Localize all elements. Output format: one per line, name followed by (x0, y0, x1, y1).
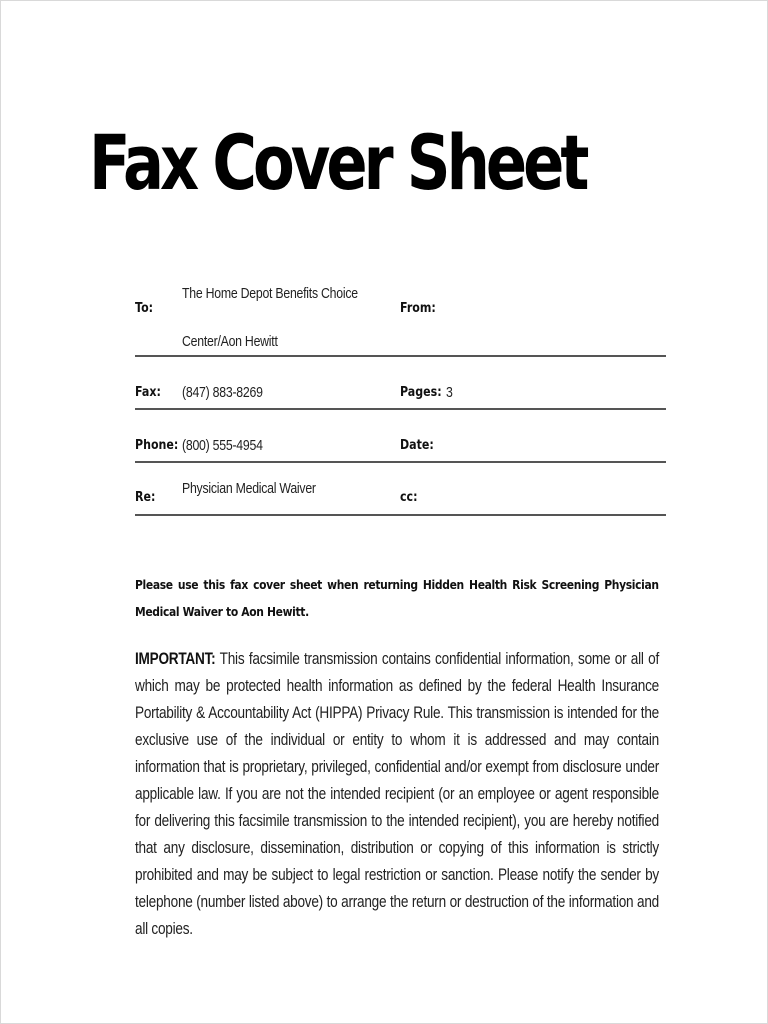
to-label: To: (135, 301, 154, 316)
divider (135, 461, 666, 463)
fax-label: Fax: (135, 385, 161, 400)
from-label: From: (400, 301, 436, 316)
important-text: This facsimile transmission contains confidential information, some or all of which may be protected health information as defined by the federal Health Insurance Portability & Accountability Act (HIPPA) Privacy Rule. This transmission is intended for the exclusive use of the individual or entity to whom it is addressed and may contain information that is proprietary, privileged, confidential and/or exempt from disclosure under applicable law. If you are not the intended recipient (or an employee or agent responsible for delivering this facsimile transmission to the intended recipient), you are hereby notified that any disclosure, dissemination, distribution or copying of this information is strictly prohibited and may be subject to legal restriction or sanction. Please notify the sender by telephone (number listed above) to arrange the return or destruction of the information and all copies. (135, 649, 659, 938)
page-title: Fax Cover Sheet (89, 118, 586, 207)
re-value: Physician Medical Waiver (182, 480, 316, 497)
pages-label: Pages: (400, 385, 442, 400)
divider (135, 408, 666, 410)
re-label: Re: (135, 490, 156, 505)
phone-label: Phone: (135, 438, 179, 453)
date-label: Date: (400, 438, 434, 453)
divider (135, 355, 666, 357)
cc-label: cc: (400, 490, 418, 505)
pages-value: 3 (446, 384, 453, 401)
phone-value: (800) 555-4954 (182, 437, 263, 454)
instruction-paragraph (135, 571, 659, 625)
important-label: IMPORTANT: (135, 649, 216, 668)
instruction-text: Please use this fax cover sheet when returning Hidden Health Risk Screening Physician Medical Waiver to Aon Hewitt. (135, 577, 659, 619)
divider (135, 514, 666, 516)
to-value-line1: The Home Depot Benefits Choice (182, 285, 358, 302)
confidentiality-notice (135, 645, 659, 942)
fax-value: (847) 883-8269 (182, 384, 263, 401)
to-value-line2: Center/Aon Hewitt (182, 333, 278, 350)
